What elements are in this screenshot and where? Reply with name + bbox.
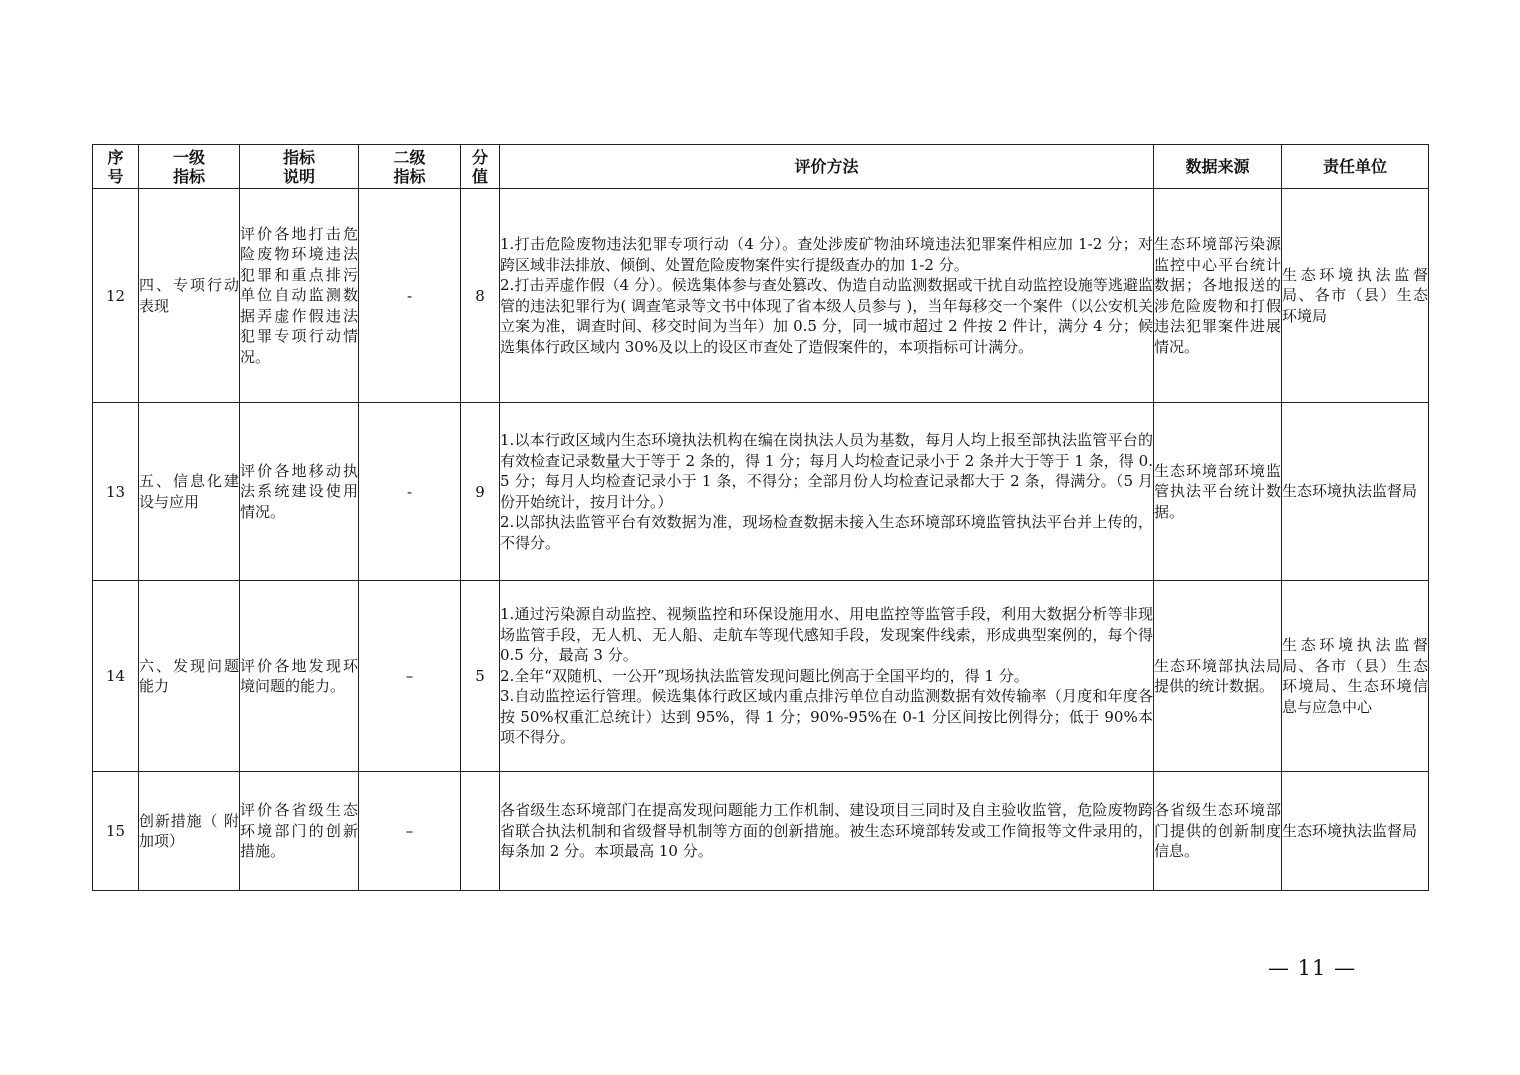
header-method: 评价方法: [500, 145, 1154, 189]
header-score: 分 值: [461, 145, 500, 189]
header-row: [93, 145, 1429, 189]
row-seq: 13: [93, 403, 139, 581]
page-number: — 11 —: [1268, 956, 1357, 980]
row-level1: 六、发现问题能力: [139, 581, 240, 772]
method-item: 1.通过污染源自动监控、视频监控和环保设施用水、用电监控等监管手段，利用大数据分析等非现场监管手段，无人机、无人船、走航车等现代感知手段，发现案件线索，形成典型案例的，每个得 0.5 分，最高 3 分。: [500, 605, 1153, 665]
header-level1: 一级 指标: [139, 145, 240, 189]
row-level2: –: [359, 772, 461, 891]
method-item: 2.以部执法监管平台有效数据为准，现场检查数据未接入生态环境部环境监管执法平台并上传的，不得分。: [500, 513, 1153, 552]
header-source: 数据来源: [1154, 145, 1282, 189]
row-score: 9: [461, 403, 500, 581]
method-item: 各省级生态环境部门在提高发现问题能力工作机制、建设项目三同时及自主验收监管，危险废物跨省联合执法机制和省级督导机制等方面的创新措施。被生态环境部转发或工作简报等文件录用的，每条加 2 分。本项最高 10 分。: [500, 801, 1153, 861]
method-item: 1.以本行政区域内生态环境执法机构在编在岗执法人员为基数，每月人均上报至部执法监管平台的有效检查记录数量大于等于 2 条的，得 1 分；每月人均检查记录小于 2 条并大于等于 1 条，得 0.5 分；每月人均检查记录小于 1 条，不得分；全部月份人均检查记录都大于 2 条，得满分。（5 月份开始统计，按月计分。）: [500, 431, 1153, 511]
row-desc: 评价各地发现环境问题的能力。: [240, 581, 359, 772]
row-source: 各省级生态环境部门提供的创新制度信息。: [1154, 772, 1282, 891]
table-row: [93, 403, 1429, 581]
row-source: 生态环境部执法局提供的统计数据。: [1154, 581, 1282, 772]
evaluation-table: [92, 144, 1429, 891]
row-seq: 12: [93, 189, 139, 403]
header-unit: 责任单位: [1282, 145, 1429, 189]
method-item: 2.全年“双随机、一公开”现场执法监管发现问题比例高于全国平均的，得 1 分。: [500, 666, 1029, 685]
method-item: 3.自动监控运行管理。候选集体行政区域内重点排污单位自动监测数据有效传输率（月度和年度各按 50%权重汇总统计）达到 95%，得 1 分；90%-95%在 0-1 分区间按比例得分；低于 90%本项不得分。: [500, 687, 1153, 747]
row-method: [500, 189, 1154, 403]
row-level1: 四、专项行动表现: [139, 189, 240, 403]
row-desc: 评价各地移动执法系统建设使用情况。: [240, 403, 359, 581]
table-row: [93, 772, 1429, 891]
row-level1: 创新措施（ 附 加项）: [139, 772, 240, 891]
row-score: 5: [461, 581, 500, 772]
header-desc: 指标 说明: [240, 145, 359, 189]
table-row: [93, 581, 1429, 772]
row-score: 8: [461, 189, 500, 403]
row-source: 生态环境部污染源监控中心平台统计数据；各地报送的涉危险废物和打假违法犯罪案件进展情况。: [1154, 189, 1282, 403]
row-method: [500, 581, 1154, 772]
row-level2: -: [359, 189, 461, 403]
method-item: 1.打击危险废物违法犯罪专项行动（4 分）。查处涉废矿物油环境违法犯罪案件相应加 1-2 分；对跨区域非法排放、倾倒、处置危险废物案件实行提级查办的加 1-2 分。: [500, 235, 1153, 274]
row-method: [500, 403, 1154, 581]
table-row: [93, 189, 1429, 403]
row-unit: 生态环境执法监督局: [1282, 403, 1429, 581]
row-score: [461, 772, 500, 891]
row-seq: 14: [93, 581, 139, 772]
row-source: 生态环境部环境监管执法平台统计数据。: [1154, 403, 1282, 581]
row-level2: -: [359, 403, 461, 581]
row-level2: –: [359, 581, 461, 772]
row-unit: 生态环境执法监督局、各市（县）生态环境局、生态环境信息与应急中心: [1282, 581, 1429, 772]
row-seq: 15: [93, 772, 139, 891]
header-seq: 序 号: [93, 145, 139, 189]
row-level1: 五、信息化建设与应用: [139, 403, 240, 581]
row-desc: 评价各地打击危险废物环境违法犯罪和重点排污单位自动监测数据弄虚作假违法犯罪专项行动情况。: [240, 189, 359, 403]
header-level2: 二级 指标: [359, 145, 461, 189]
row-desc: 评价各省级生态环境部门的创新措施。: [240, 772, 359, 891]
row-unit: 生态环境执法监督局: [1282, 772, 1429, 891]
method-item: 2.打击弄虚作假（4 分）。候选集体参与查处篡改、伪造自动监测数据或干扰自动监控设施等逃避监管的违法犯罪行为( 调查笔录等文书中体现了省本级人员参与 )，当年每移交一个案件（以公安机关立案为准，调查时间、移交时间为当年）加 0.5 分，同一城市超过 2 件按 2 件计，满分 4 分；候选集体行政区域内 30%及以上的设区市查处了造假案件的，本项指标可计满分。: [500, 276, 1153, 356]
row-method: [500, 772, 1154, 891]
row-unit: 生态环境执法监督局、各市（县）生态环境局: [1282, 189, 1429, 403]
